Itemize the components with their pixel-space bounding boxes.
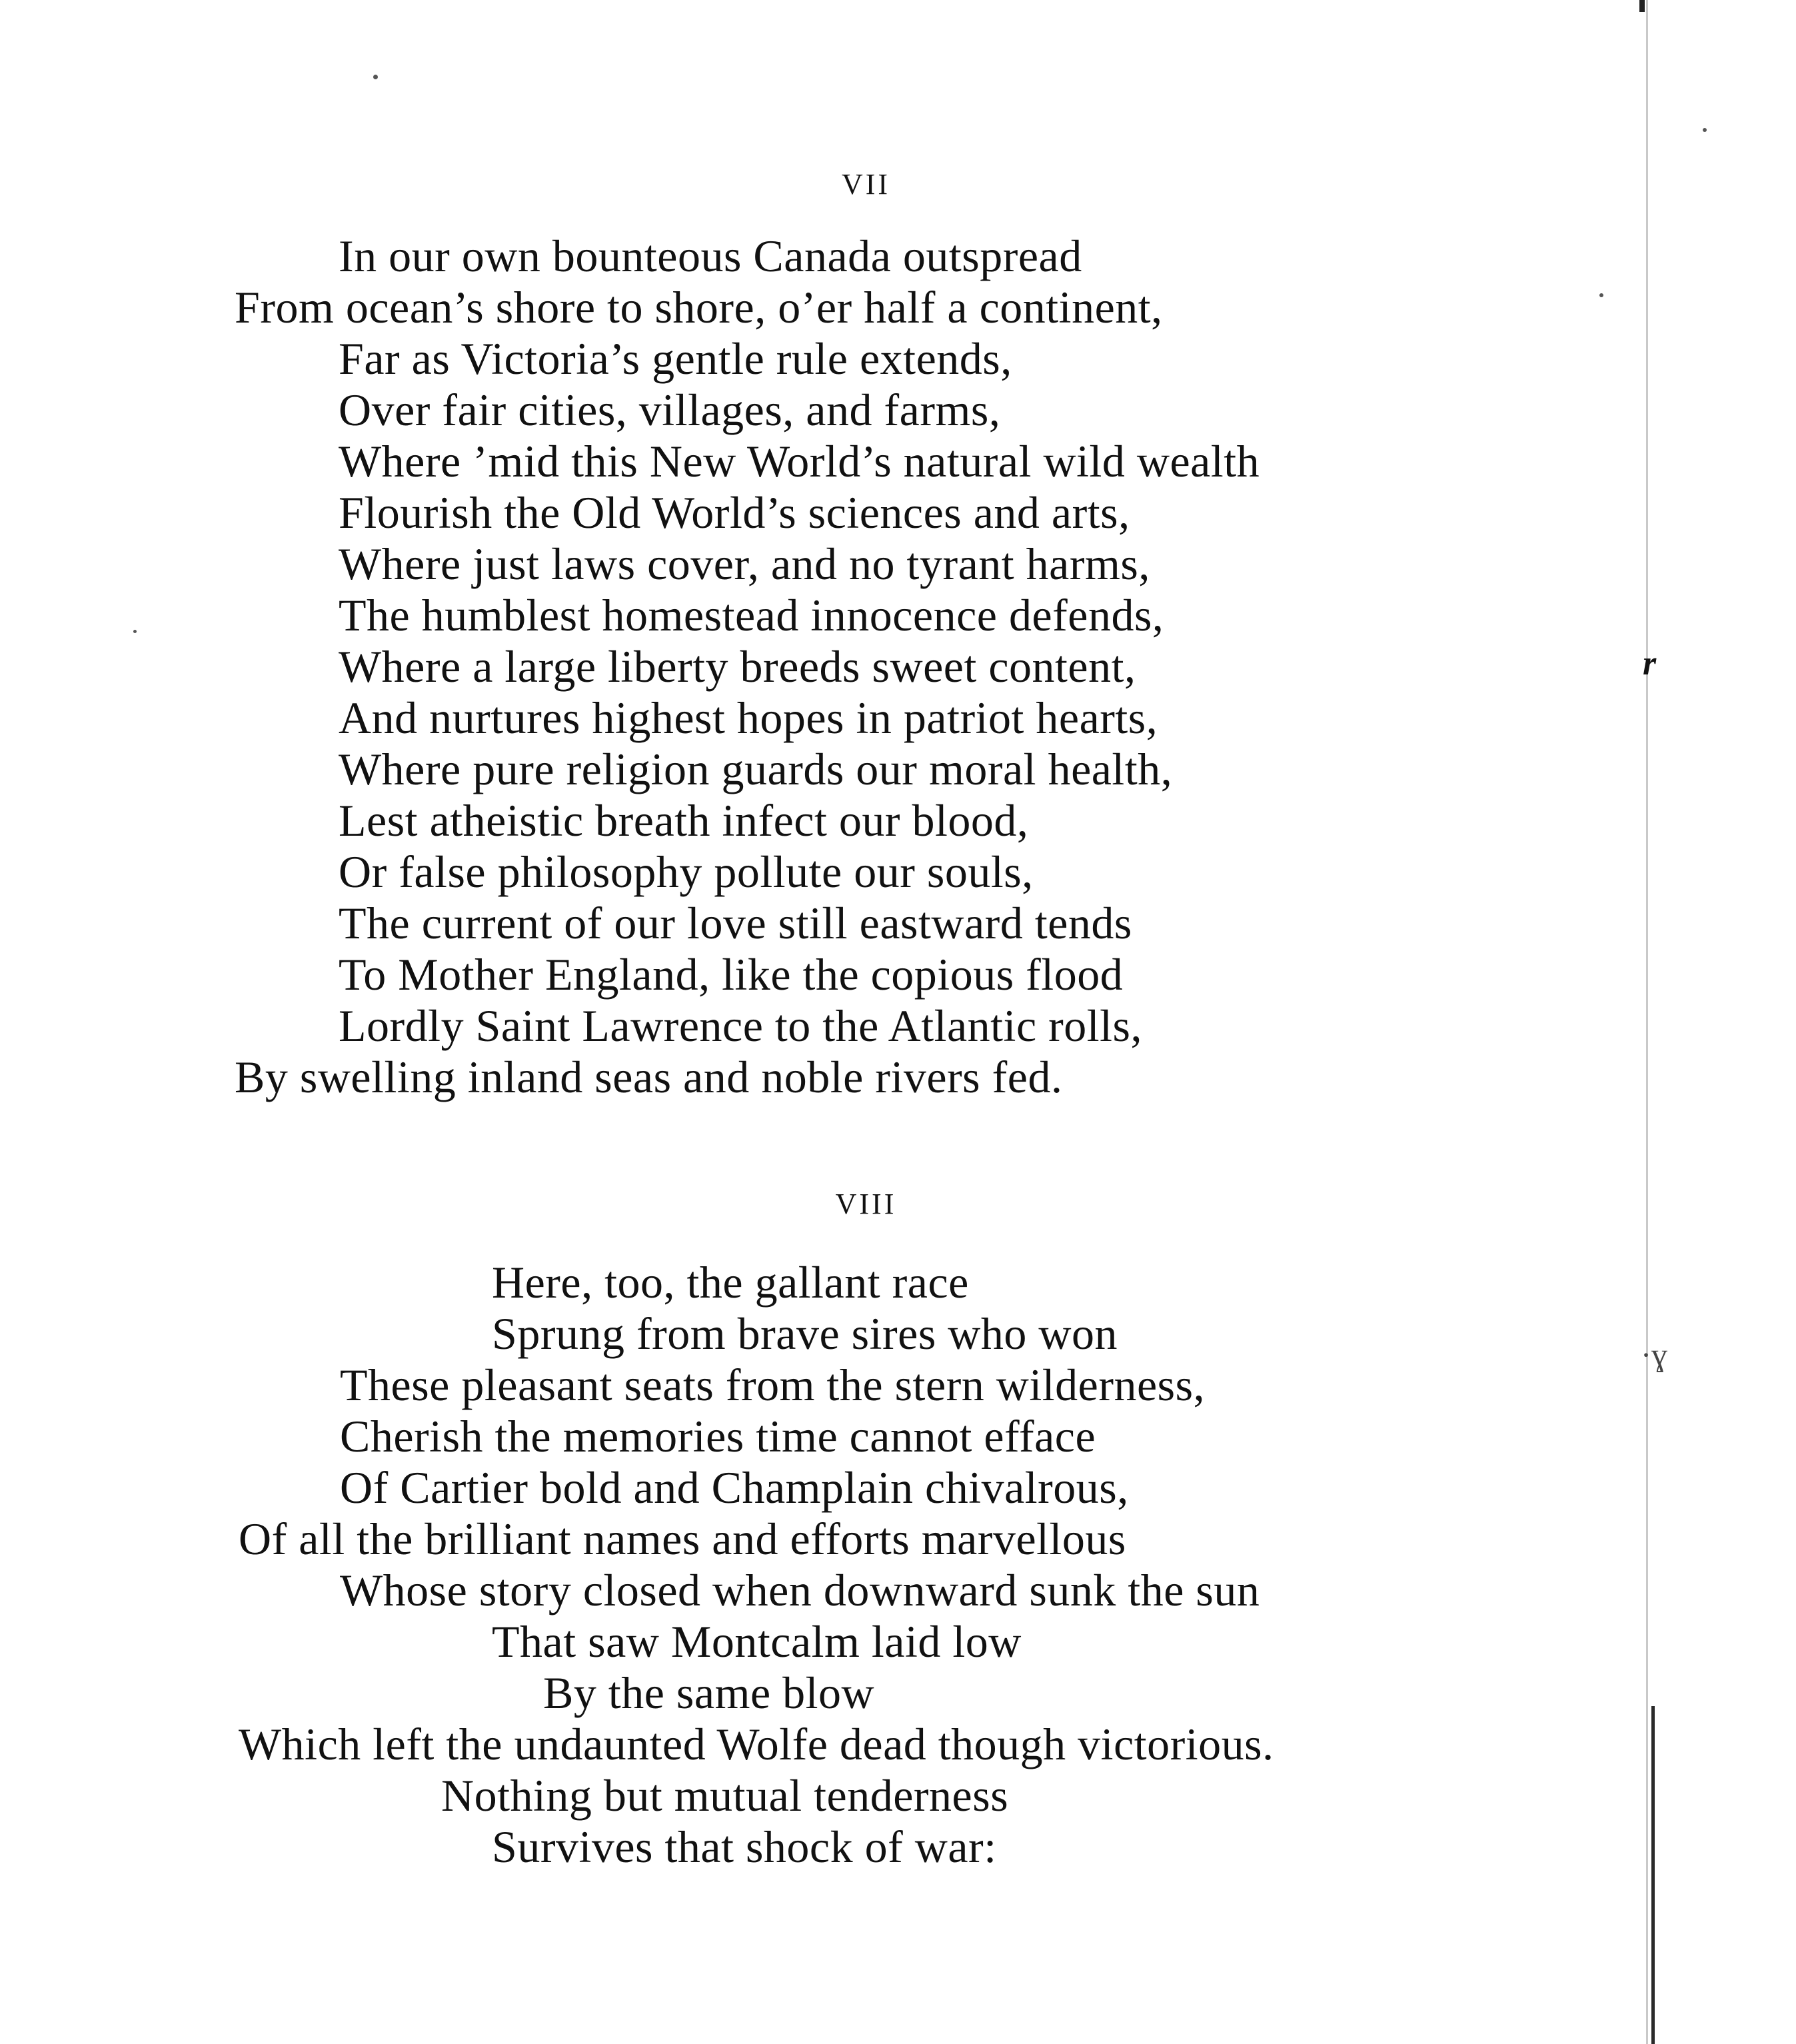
page-edge-line	[1646, 0, 1648, 2044]
page-edge-shadow	[1651, 1706, 1655, 2044]
scan-speck	[1599, 293, 1603, 297]
poem-line: The humblest homestead innocence defends,	[339, 590, 1164, 640]
poem-line: Cherish the memories time cannot efface	[340, 1411, 1096, 1462]
scan-speck	[133, 630, 137, 633]
poem-line: By the same blow	[543, 1667, 875, 1718]
poem-line: Of Cartier bold and Champlain chivalrous,	[340, 1462, 1129, 1513]
poem-line: Here, too, the gallant race	[492, 1257, 969, 1308]
poem-line: Lordly Saint Lawrence to the Atlantic rolls,	[339, 1000, 1143, 1051]
poem-line: By swelling inland seas and noble rivers fed.	[235, 1052, 1063, 1102]
scan-speck	[1703, 128, 1707, 132]
poem-line: Survives that shock of war:	[492, 1821, 997, 1872]
poem-line: Where pure religion guards our moral health,	[339, 744, 1173, 794]
scan-speck	[373, 75, 378, 79]
margin-mark: r	[1643, 644, 1657, 682]
stanza-heading-viii: VIII	[835, 1188, 897, 1220]
poem-line: Sprung from brave sires who won	[492, 1308, 1118, 1359]
poem-line: Lest atheistic breath infect our blood,	[339, 795, 1029, 846]
poem-line: Where ’mid this New World’s natural wild wealth	[339, 436, 1260, 487]
poem-line: In our own bounteous Canada outspread	[339, 231, 1082, 281]
stanza-heading-vii: VII	[841, 168, 891, 201]
poem-line: From ocean’s shore to shore, o’er half a continent,	[235, 282, 1163, 333]
poem-line: Which left the undaunted Wolfe dead though victorious.	[239, 1719, 1274, 1769]
poem-line: Of all the brilliant names and efforts marvellous	[239, 1514, 1126, 1564]
poem-line: Flourish the Old World’s sciences and arts,	[339, 487, 1130, 538]
poem-line: Far as Victoria’s gentle rule extends,	[339, 333, 1012, 384]
poem-line: Or false philosophy pollute our souls,	[339, 846, 1034, 897]
poem-line: The current of our love still eastward tends	[339, 898, 1132, 948]
poem-line: Whose story closed when downward sunk the sun	[340, 1565, 1260, 1615]
poem-line: To Mother England, like the copious flood	[339, 949, 1124, 1000]
poem-line: That saw Montcalm laid low	[492, 1616, 1022, 1667]
poem-line: Where a large liberty breeds sweet content,	[339, 641, 1136, 692]
poem-line: And nurtures highest hopes in patriot hearts,	[339, 692, 1158, 743]
poem-line: Over fair cities, villages, and farms,	[339, 385, 1001, 435]
poem-line: Nothing but mutual tenderness	[441, 1770, 1009, 1821]
poem-line: Where just laws cover, and no tyrant harms,	[339, 538, 1150, 589]
page-edge-mark	[1639, 0, 1645, 12]
poem-line: These pleasant seats from the stern wilderness,	[340, 1360, 1206, 1410]
margin-mark: ·ɣ	[1641, 1338, 1667, 1373]
